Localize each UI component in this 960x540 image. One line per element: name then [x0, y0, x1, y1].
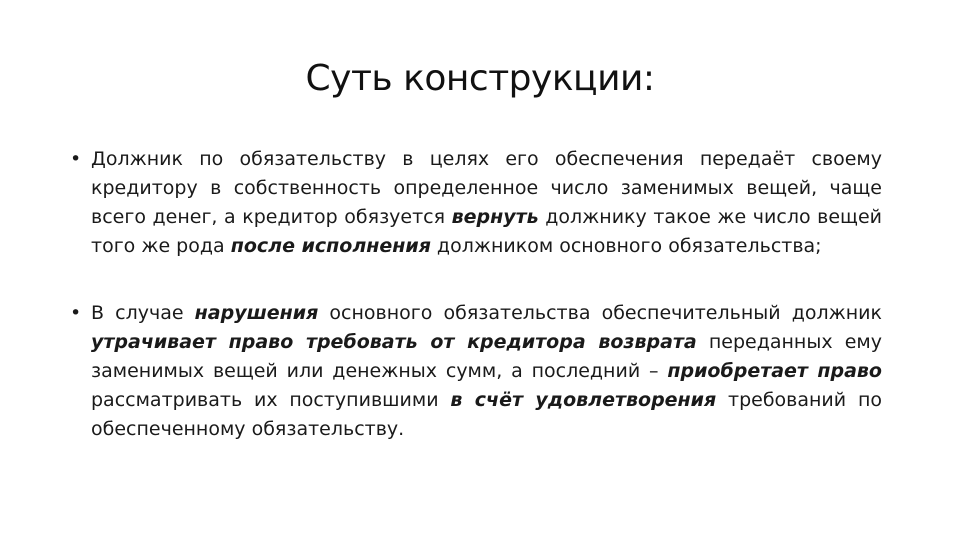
bullet-marker: •: [70, 302, 82, 324]
bullet-text-segment: переданных ему заменимых вещей или денежных сумм, а последний –: [91, 331, 882, 382]
bullet-emphasis-segment: вернуть: [451, 206, 539, 228]
bullet-text-segment: требований по обеспеченному обязательству.: [91, 389, 882, 440]
bullet-text-segment: должнику такое же число вещей того же рода: [91, 206, 882, 257]
bullet-emphasis-segment: нарушения: [194, 302, 319, 324]
bullet-item: [70, 145, 882, 261]
bullet-marker: •: [70, 148, 82, 170]
bullet-emphasis-segment: после исполнения: [230, 235, 431, 257]
bullet-text-segment: основного обязательства обеспечительный должник: [318, 302, 882, 324]
bullet-item: [70, 299, 882, 444]
bullet-list: [70, 145, 882, 444]
bullet-text-segment: В случае: [91, 302, 195, 324]
bullet-text-segment: должником основного обязательства;: [430, 235, 822, 257]
bullet-text-segment: Должник по обязательству в целях его обеспечения передаёт своему кредитору в собственность определенное число заменимых вещей, чаще всего денег, а кредитор обязуется: [91, 148, 882, 228]
slide-title: Суть конструкции:: [305, 58, 655, 99]
bullet-text-segment: рассматривать их поступившими: [91, 389, 451, 411]
bullet-emphasis-segment: приобретает право: [667, 360, 882, 382]
bullet-emphasis-segment: утрачивает право требовать от кредитора возврата: [91, 331, 697, 353]
bullet-emphasis-segment: в счёт удовлетворения: [450, 389, 717, 411]
